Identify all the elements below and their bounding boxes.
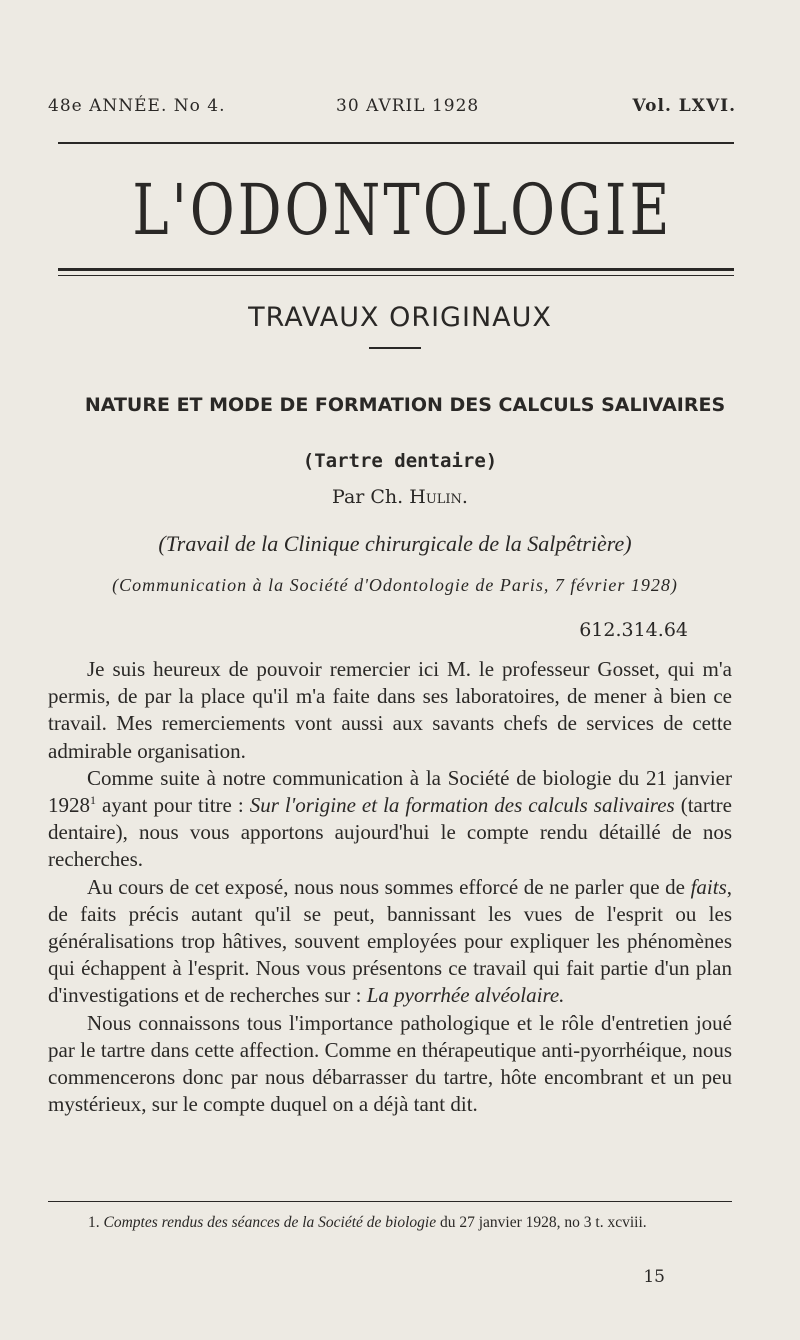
section-title: TRAVAUX ORIGINAUX [248,302,552,333]
article-title: NATURE ET MODE DE FORMATION DES CALCULS SALIVAIRES [84,394,726,416]
footnote: 1. Comptes rendus des séances de la Société de biologie du 27 janvier 1928, no 3 t. xcviii. [48,1212,732,1233]
volume-number: Vol. LXVI. [632,96,736,116]
article-author [0,486,800,508]
paragraph-4: Nous connaissons tous l'importance pathologique et le rôle d'entretien joué par le tartre dans cette affection. Comme en thérapeutique anti-pyorrhéique, nous commencerons donc par nous débarrasser du tartre, hôte encombrant et un peu mystérieux, sur le compte duquel on a déjà tant dit. [48,1010,732,1117]
article-communication: (Communication à la Société d'Odontologie de Paris, 7 février 1928) [112,575,678,595]
article-subtitle: (Tartre dentaire) [302,450,498,472]
issue-number: 48e ANNÉE. No 4. [48,96,226,116]
footnote-citation: Comptes rendus des séances de la Société de biologie [103,1214,437,1231]
author-prefix: Par Ch. [332,486,404,508]
paragraph-1: Je suis heureux de pouvoir remercier ici M. le professeur Gosset, qui m'a permis, de par la place qu'il m'a faite dans ses laboratoires, de mener à bien ce travail. Mes remerciements vont aussi aux savants chefs de services de cette admirable organisation. [48,657,732,763]
footnote-rule [48,1201,732,1202]
section-divider [369,347,421,349]
masthead-rule-thin [58,275,734,276]
article-source: (Travail de la Clinique chirurgicale de la Salpêtrière) [158,531,632,556]
footnote-ref: 1 [90,793,96,808]
paragraph-3: Au cours de cet exposé, nous nous sommes efforcé de ne parler que de faits, de faits précis autant qu'il se peut, bannissant les vues de l'esprit ou les généralisations trop hâtives, souvent employées pour expliquer les phénomènes qui échappent à l'esprit. Nous vous présentons ce travail qui fait partie d'un plan d'investigations et de recherches sur : La pyorrhée alvéolaire. [48,874,732,1008]
classification-code: 612.314.64 [579,619,688,641]
header-rule [58,142,734,144]
author-name: Hulin. [409,486,468,508]
page-number: 15 [643,1267,665,1287]
masthead-rule [58,268,734,271]
journal-masthead: L'ODONTOLOGIE [132,169,673,251]
running-header [48,96,736,116]
issue-date: 30 AVRIL 1928 [336,96,480,116]
cited-title: Sur l'origine et la formation des calculs salivaires [249,793,675,818]
footnote-number: 1. [88,1214,100,1231]
paragraph-2: Comme suite à notre communication à la Société de biologie du 21 janvier 1928$^1$ ayant pour titre : Sur l'origine et la formation des calculs salivaires (tartre dentaire), nous vous apportons aujourd'hui le compte rendu détaillé de nos recherches. [48,765,732,872]
article-body [48,656,732,1118]
research-topic: La pyorrhée alvéolaire. [366,983,565,1008]
